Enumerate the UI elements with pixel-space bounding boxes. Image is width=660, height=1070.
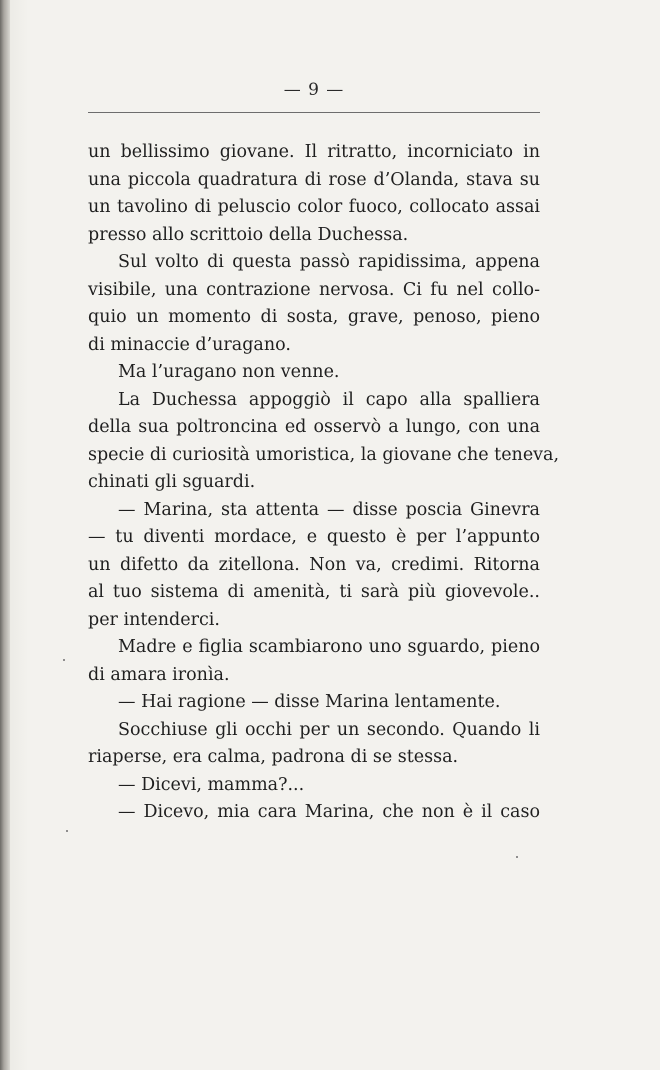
text-line: La Duchessa appoggiò il capo alla spalliera <box>118 389 540 410</box>
text-line: una piccola quadratura di rose d’Olanda, stava su <box>88 169 540 190</box>
text-line: di minaccie d’uragano. <box>88 334 291 355</box>
text-line: per intenderci. <box>88 609 220 630</box>
text-line: — Dicevo, mia cara Marina, che non è il caso <box>118 802 540 822</box>
text-line: al tuo sistema di amenità, ti sarà più giovevole.. <box>88 582 540 602</box>
text-line: Madre e figlia scambiarono uno sguardo, pieno <box>118 637 540 657</box>
text-line: quio un momento di sosta, grave, penoso, pieno <box>88 307 540 327</box>
text-line: visibile, una contrazione nervosa. Ci fu nel collo- <box>88 279 540 300</box>
text-line: — Hai ragione — disse Marina lentamente. <box>118 692 501 712</box>
text-line: un bellissimo giovane. Il ritratto, incorniciato in <box>88 142 540 162</box>
text-line: Sul volto di questa passò rapidissima, appena <box>118 252 540 272</box>
text-line: un difetto da zitellona. Non va, credimi. Ritorna <box>88 554 540 575</box>
paper-speck <box>66 830 68 832</box>
text-line: Ma l’uragano non venne. <box>118 362 340 382</box>
text-line: Socchiuse gli occhi per un secondo. Quando li <box>118 719 540 740</box>
text-line: un tavolino di peluscio color fuoco, collocato assai <box>88 197 540 217</box>
text-line: — Dicevi, mamma?... <box>118 774 305 795</box>
text-line: — Marina, sta attenta — disse poscia Ginevra <box>118 499 540 520</box>
text-line: della sua poltroncina ed osservò a lungo, con una <box>88 417 540 437</box>
body-text <box>88 139 560 827</box>
paper-speck <box>516 856 518 858</box>
text-line: specie di curiosità umoristica, la giovane che teneva, <box>88 444 560 465</box>
page-header <box>88 80 540 100</box>
text-line: di amara ironìa. <box>88 664 230 685</box>
page-number: — 9 — <box>283 80 345 100</box>
paper-speck <box>63 659 65 661</box>
text-line: — tu diventi mordace, e questo è per l’appunto <box>88 527 540 547</box>
header-rule <box>88 112 540 113</box>
page-binding-edge <box>0 0 10 1070</box>
text-line: chinati gli sguardi. <box>88 472 256 492</box>
text-line: riaperse, era calma, padrona di se stessa. <box>88 747 459 767</box>
text-line: presso allo scrittoio della Duchessa. <box>88 224 409 245</box>
